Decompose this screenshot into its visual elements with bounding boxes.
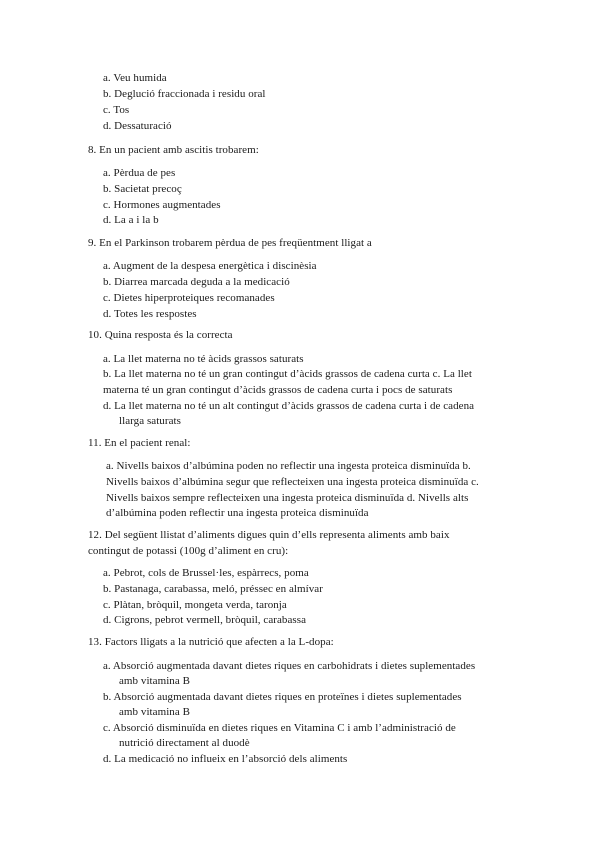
q13-option-c-cont: nutrició directament al duodè — [119, 737, 250, 749]
q12-option-a: a. Pebrot, cols de Brussel·les, espàrrecs, poma — [103, 567, 309, 579]
q9-option-c: c. Dietes hiperproteiques recomanades — [103, 292, 275, 304]
q13-option-c: c. Absorció disminuïda en dietes riques en Vitamina C i amb l’administració de — [103, 722, 456, 734]
q8-option-c: c. Hormones augmentades — [103, 199, 221, 211]
q7-option-b: b. Deglució fraccionada i residu oral — [103, 88, 266, 100]
q12-option-d: d. Cigrons, pebrot vermell, bròquil, carabassa — [103, 614, 306, 626]
q7-option-a: a. Veu humida — [103, 72, 167, 84]
q10-option-d: d. La llet materna no té un alt contingut d’àcids grassos de cadena curta i de cadena — [103, 400, 475, 412]
q13-question: 13. Factors lligats a la nutrició que afecten a la L-dopa: — [88, 636, 334, 648]
q8-option-b: b. Sacietat precoç — [103, 183, 182, 195]
q13-option-a: a. Absorció augmentada davant dietes riques en carbohidrats i dietes suplementades — [103, 660, 476, 672]
q9-option-a: a. Augment de la despesa energètica i discinèsia — [103, 260, 317, 272]
q7-option-c: c. Tos — [103, 104, 130, 116]
q10-question: 10. Quina resposta és la correcta — [88, 329, 233, 341]
q8-option-d: d. La a i la b — [103, 214, 159, 226]
q8-question: 8. En un pacient amb ascitis trobarem: — [88, 144, 259, 156]
q12-option-b: b. Pastanaga, carabassa, meló, préssec en almívar — [103, 583, 323, 595]
q11-options-line-3: Nivells baixos sempre reflecteixen una ingesta proteica disminuïda d. Nivells alts — [106, 492, 469, 504]
q10-option-c: materna té un gran contingut d’àcids grassos de cadena curta i pocs de saturats — [103, 384, 453, 396]
q10-option-d-cont: llarga saturats — [119, 415, 181, 427]
q7-option-d: d. Dessaturació — [103, 120, 172, 132]
q12-question-cont: contingut de potassi (100g d’aliment en cru): — [88, 545, 289, 557]
q10-option-a: a. La llet materna no té àcids grassos saturats — [103, 353, 304, 365]
q13-option-b: b. Absorció augmentada davant dietes riques en proteïnes i dietes suplementades — [103, 691, 462, 703]
q12-option-c: c. Plàtan, bròquil, mongeta verda, taronja — [103, 599, 287, 611]
q11-options-line-2: Nivells baixos d’albúmina segur que reflecteixen una ingesta proteica disminuïda c. — [106, 476, 479, 488]
q11-options-line-1: a. Nivells baixos d’albúmina poden no reflectir una ingesta proteica disminuïda b. — [106, 460, 471, 472]
q11-options-line-4: d’albúmina poden reflectir una ingesta proteica disminuïda — [106, 507, 369, 519]
q8-option-a: a. Pèrdua de pes — [103, 167, 176, 179]
q13-option-d: d. La medicació no influeix en l’absorció dels aliments — [103, 753, 348, 765]
q9-option-b: b. Diarrea marcada deguda a la medicació — [103, 276, 290, 288]
q12-question: 12. Del següent llistat d’aliments digues quin d’ells representa aliments amb baix — [88, 529, 450, 541]
q13-option-b-cont: amb vitamina B — [119, 706, 190, 718]
q10-option-b: b. La llet materna no té un gran contingut d’àcids grassos de cadena curta c. La llet — [103, 368, 472, 380]
q9-option-d: d. Totes les respostes — [103, 308, 197, 320]
q9-question: 9. En el Parkinson trobarem pèrdua de pes freqüentment lligat a — [88, 237, 372, 249]
q13-option-a-cont: amb vitamina B — [119, 675, 190, 687]
q11-question: 11. En el pacient renal: — [88, 437, 191, 449]
